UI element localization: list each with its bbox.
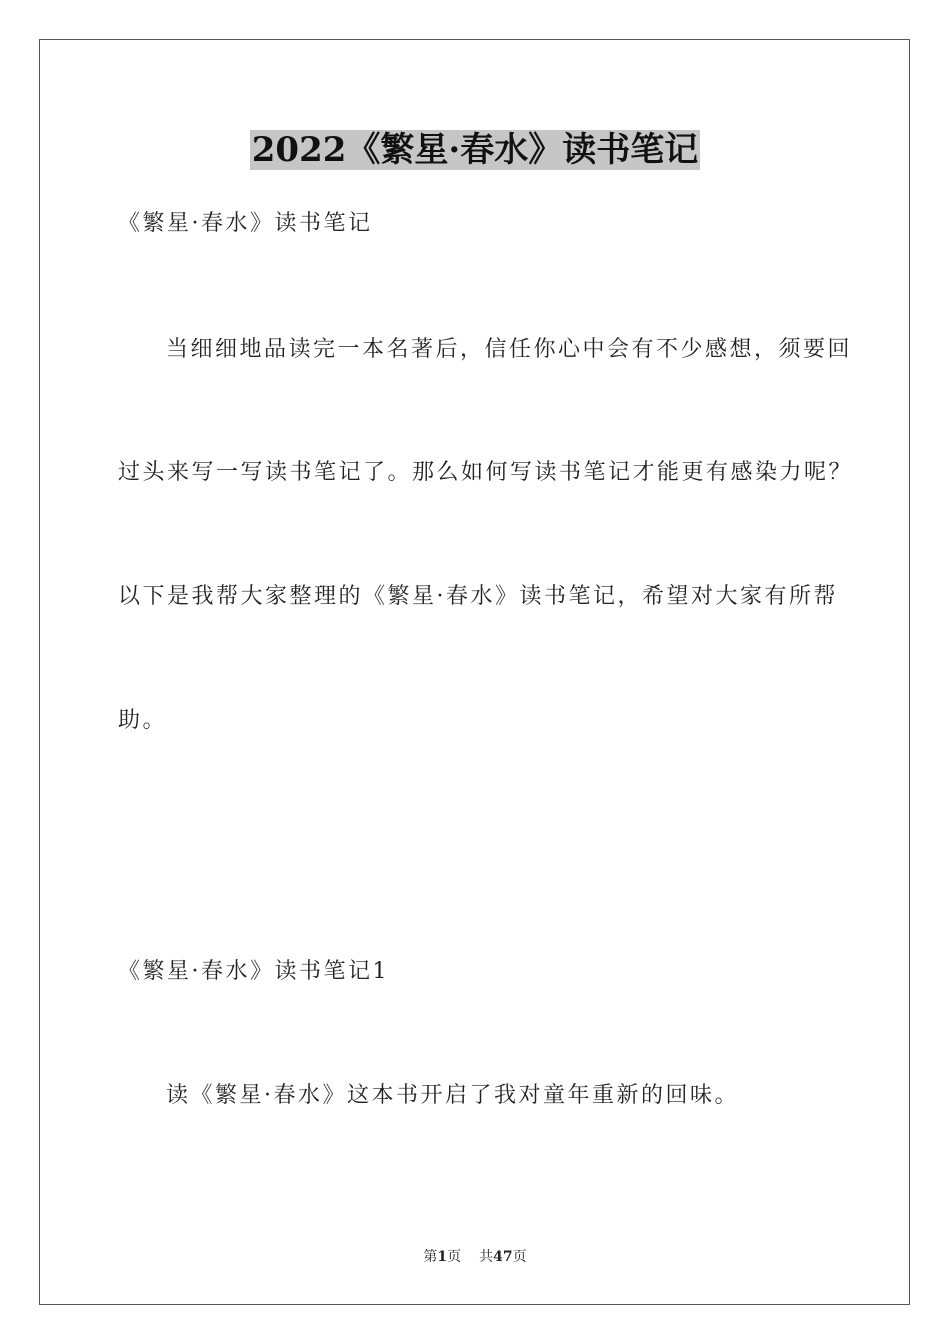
footer-total-prefix: 共 xyxy=(479,1249,494,1265)
footer-page-number: 1 xyxy=(437,1249,448,1265)
document-title xyxy=(0,124,950,176)
subtitle: 《繁星·春水》读书笔记 xyxy=(118,211,373,236)
page-footer xyxy=(0,1246,950,1266)
intro-line-2: 过头来写一写读书笔记了。那么如何写读书笔记才能更有感染力呢？ xyxy=(118,460,854,485)
section-heading: 《繁星·春水》读书笔记1 xyxy=(118,959,389,984)
intro-line-1: 当细细地品读完一本名著后，信任你心中会有不少感想，须要回 xyxy=(166,337,853,362)
footer-total-pages: 47 xyxy=(493,1249,513,1265)
title-highlight: 2022《繁星·春水》读书笔记 xyxy=(251,130,699,170)
section-line-1: 读《繁星·春水》这本书开启了我对童年重新的回味。 xyxy=(166,1083,739,1108)
footer-page-prefix: 第 xyxy=(423,1249,438,1265)
footer-page-suffix: 页 xyxy=(447,1249,462,1265)
intro-line-4: 助。 xyxy=(118,708,168,733)
intro-line-3: 以下是我帮大家整理的《繁星·春水》读书笔记，希望对大家有所帮 xyxy=(118,584,838,609)
footer-total-suffix: 页 xyxy=(512,1249,527,1265)
